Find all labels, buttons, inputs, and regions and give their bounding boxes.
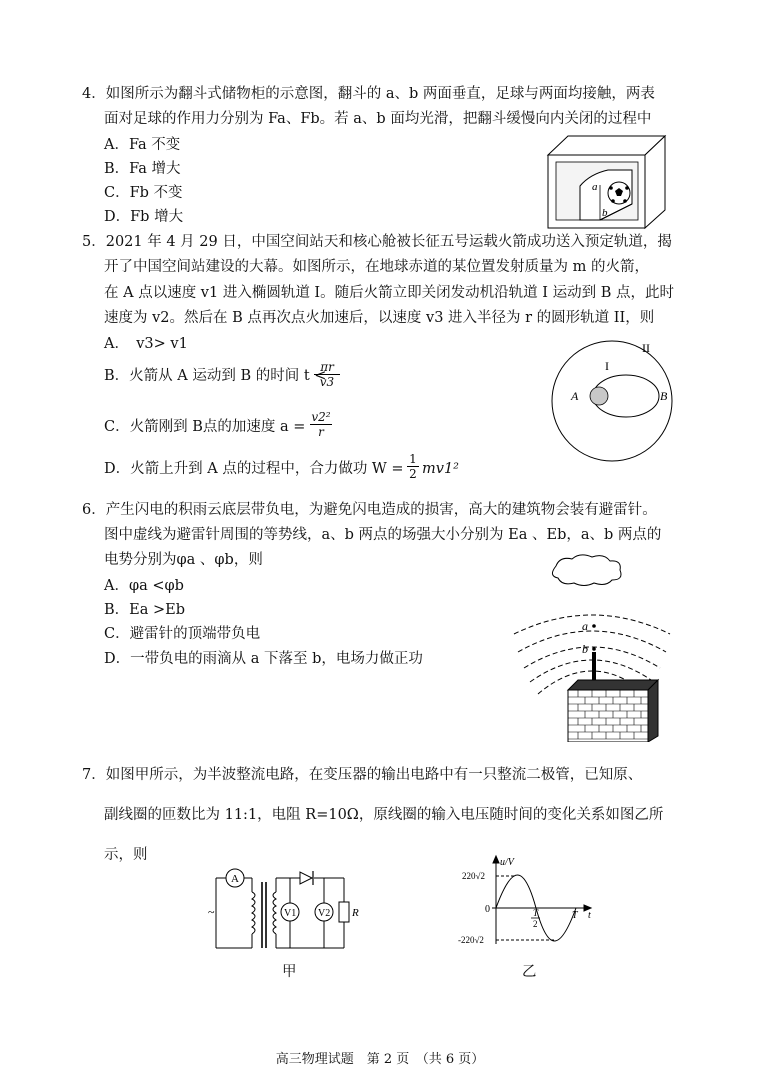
q5-option-d-fraction: [407, 452, 419, 481]
q4-option-a: A．Fa 不变: [104, 137, 181, 153]
q6-stem-line2: 图中虚线为避雷针周围的等势线，a、b 两点的场强大小分别为 Ea 、Eb，a、b 两点的: [104, 527, 662, 543]
q4-label-a: a: [592, 181, 598, 193]
q7-circuit-figure: [204, 862, 364, 954]
q7-voltage-graph: [452, 854, 602, 949]
q4-stem-line2: 面对足球的作用力分别为 Fa、Fb。若 a、b 面均光滑，把翻斗缓慢向内关闭的过程中: [104, 111, 652, 127]
graph-tick-min: -220√2: [458, 935, 484, 945]
q6-option-b: B．Ea >Eb: [104, 602, 186, 618]
q5-stem-line1: 5．2021 年 4 月 29 日，中国空间站天和核心舱被长征五号运载火箭成功送入预定轨道，揭: [82, 234, 672, 250]
resistor-label: R: [352, 907, 359, 919]
q5-option-b-text: B．火箭从 A 运动到 B 的时间 t <: [104, 368, 327, 384]
q6-lightning-rod-figure: [512, 552, 672, 742]
graph-tick-half-t-num: T: [533, 908, 539, 918]
q6-label-a: a: [582, 619, 588, 633]
q5-option-d-numerator: 1: [407, 452, 419, 467]
voltmeter-2-label: V2: [318, 908, 331, 919]
q5-label-point-b: B: [660, 389, 668, 403]
q7-stem-line3: 示，则: [104, 847, 148, 863]
q6-option-d: D．一带负电的雨滴从 a 下落至 b，电场力做正功: [104, 651, 423, 667]
q5-option-c-denominator: r: [318, 425, 324, 439]
graph-y-axis-label: u/V: [500, 857, 514, 868]
q4-option-b: B．Fa 增大: [104, 161, 181, 177]
q5-option-d-text: D．火箭上升到 A 点的过程中，合力做功 W =: [104, 461, 404, 477]
q7-caption-left: 甲: [282, 964, 297, 980]
voltmeter-1-label: V1: [284, 908, 297, 919]
q7-stem-line1: 7．如图甲所示，为半波整流电路，在变压器的输出电路中有一只整流二极管，已知原、: [82, 767, 643, 783]
q5-stem-line4: 速度为 v2。然后在 B 点再次点火加速后，以速度 v3 进入半径为 r 的圆形轨道 II，则: [104, 310, 655, 326]
graph-origin: 0: [485, 904, 490, 915]
q7-stem-line2: 副线圈的匝数比为 11:1，电阻 R=10Ω，原线圈的输入电压随时间的变化关系如图乙所: [104, 807, 664, 823]
q5-label-orbit-ii: II: [642, 341, 650, 355]
q5-option-c: [104, 418, 305, 436]
graph-tick-t: T: [572, 910, 578, 921]
q5-stem-line3: 在 A 点以速度 v1 进入椭圆轨道 I。随后火箭立即关闭发动机沿轨道 I 运动到 B 点，此时: [104, 285, 674, 301]
q5-option-a: A． v3> v1: [104, 336, 188, 352]
q5-stem-line2: 开了中国空间站建设的大幕。如图所示，在地球赤道的某位置发射质量为 m 的火箭，: [104, 259, 649, 275]
q5-option-c-numerator: v2²: [311, 410, 331, 424]
q4-cabinet-figure: [540, 130, 670, 230]
q5-label-point-a: A: [571, 389, 579, 403]
q7-caption-right: 乙: [522, 964, 537, 980]
q5-option-b-fraction: [314, 360, 340, 389]
q5-option-b: [104, 367, 326, 385]
q5-option-d-tail: mv1²: [422, 461, 459, 477]
q5-orbit-figure: [542, 338, 682, 464]
q5-option-c-fraction: [310, 410, 332, 439]
q4-label-b: b: [602, 207, 608, 219]
q5-option-b-denominator: v3: [319, 375, 335, 389]
q6-stem-line3: 电势分别为φa 、φb，则: [104, 552, 263, 568]
graph-x-axis-label: t: [588, 910, 591, 921]
q5-label-orbit-i: I: [605, 359, 609, 373]
q5-option-d: [104, 460, 404, 478]
q4-option-d: D．Fb 增大: [104, 209, 184, 225]
graph-tick-max: 220√2: [462, 871, 485, 881]
q5-option-d-denominator: 2: [409, 467, 417, 481]
cloud-icon: [552, 555, 621, 586]
q4-stem-line1: 4．如图所示为翻斗式储物柜的示意图，翻斗的 a、b 两面垂直，足球与两面均接触，两表: [82, 86, 655, 102]
graph-tick-half-t-den: 2: [533, 919, 538, 929]
q5-option-b-numerator: πr: [314, 360, 340, 375]
q5-option-c-text: C．火箭刚到 B点的加速度 a =: [104, 419, 306, 435]
q6-option-c: C．避雷针的顶端带负电: [104, 626, 261, 642]
q6-option-a: A．φa <φb: [104, 578, 184, 594]
ac-source-icon: ~: [208, 905, 215, 919]
q4-option-c: C．Fb 不变: [104, 185, 183, 201]
q6-stem-line1: 6．产生闪电的积雨云底层带负电，为避免闪电造成的损害，高大的建筑物会装有避雷针。: [82, 502, 657, 518]
q6-label-b: b: [582, 642, 588, 656]
page-footer: 高三物理试题 第 2 页 （共 6 页）: [275, 1052, 485, 1067]
ammeter-label: A: [231, 873, 239, 885]
